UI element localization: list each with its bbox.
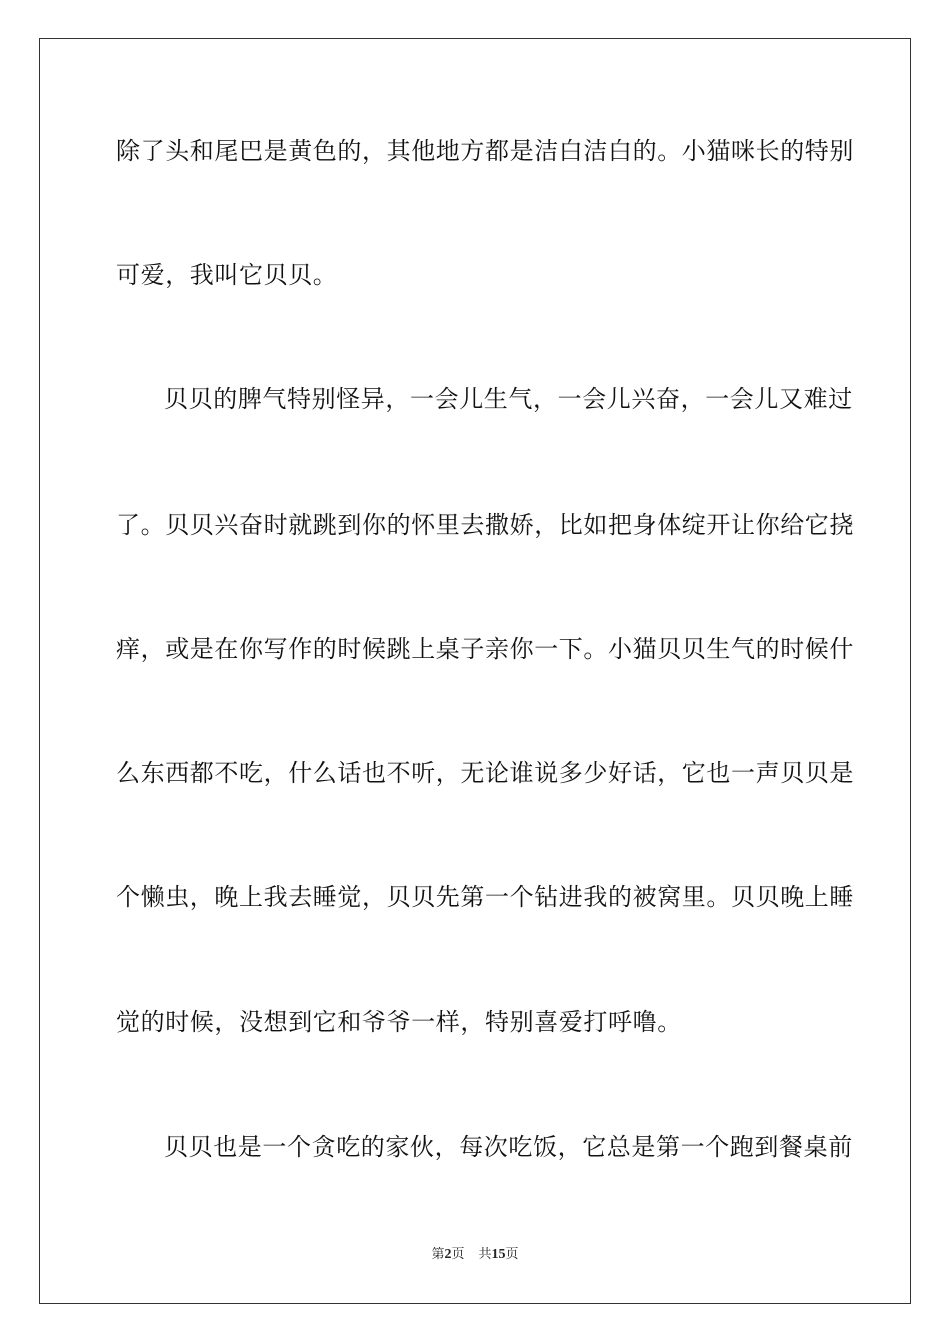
- text-line: 觉的时候，没想到它和爷爷一样，特别喜爱打呼噜。: [116, 1008, 682, 1036]
- total-pages: 15: [491, 1247, 506, 1262]
- total-suffix: 页: [505, 1247, 519, 1262]
- text-line: 可爱，我叫它贝贝。: [116, 261, 338, 289]
- page-prefix: 第: [431, 1247, 445, 1262]
- page-number: 2: [444, 1247, 452, 1262]
- text-line: 了。贝贝兴奋时就跳到你的怀里去撒娇，比如把身体绽开让你给它挠: [116, 511, 854, 539]
- total-prefix: 共: [478, 1247, 492, 1262]
- page-suffix: 页: [451, 1247, 465, 1262]
- page-footer: [0, 1247, 950, 1263]
- page-border: [39, 38, 911, 1304]
- text-line: 痒，或是在你写作的时候跳上桌子亲你一下。小猫贝贝生气的时候什: [116, 635, 854, 663]
- text-line: 么东西都不吃，什么话也不听，无论谁说多少好话，它也一声贝贝是: [116, 759, 854, 787]
- paragraph-first-line: 贝贝也是一个贪吃的家伙，每次吃饭，它总是第一个跑到餐桌前: [164, 1133, 853, 1161]
- text-line: 个懒虫，晚上我去睡觉，贝贝先第一个钻进我的被窝里。贝贝晚上睡: [116, 883, 854, 911]
- text-line: 除了头和尾巴是黄色的，其他地方都是洁白洁白的。小猫咪长的特别: [116, 137, 854, 165]
- paragraph-first-line: 贝贝的脾气特别怪异，一会儿生气，一会儿兴奋，一会儿又难过: [164, 385, 853, 413]
